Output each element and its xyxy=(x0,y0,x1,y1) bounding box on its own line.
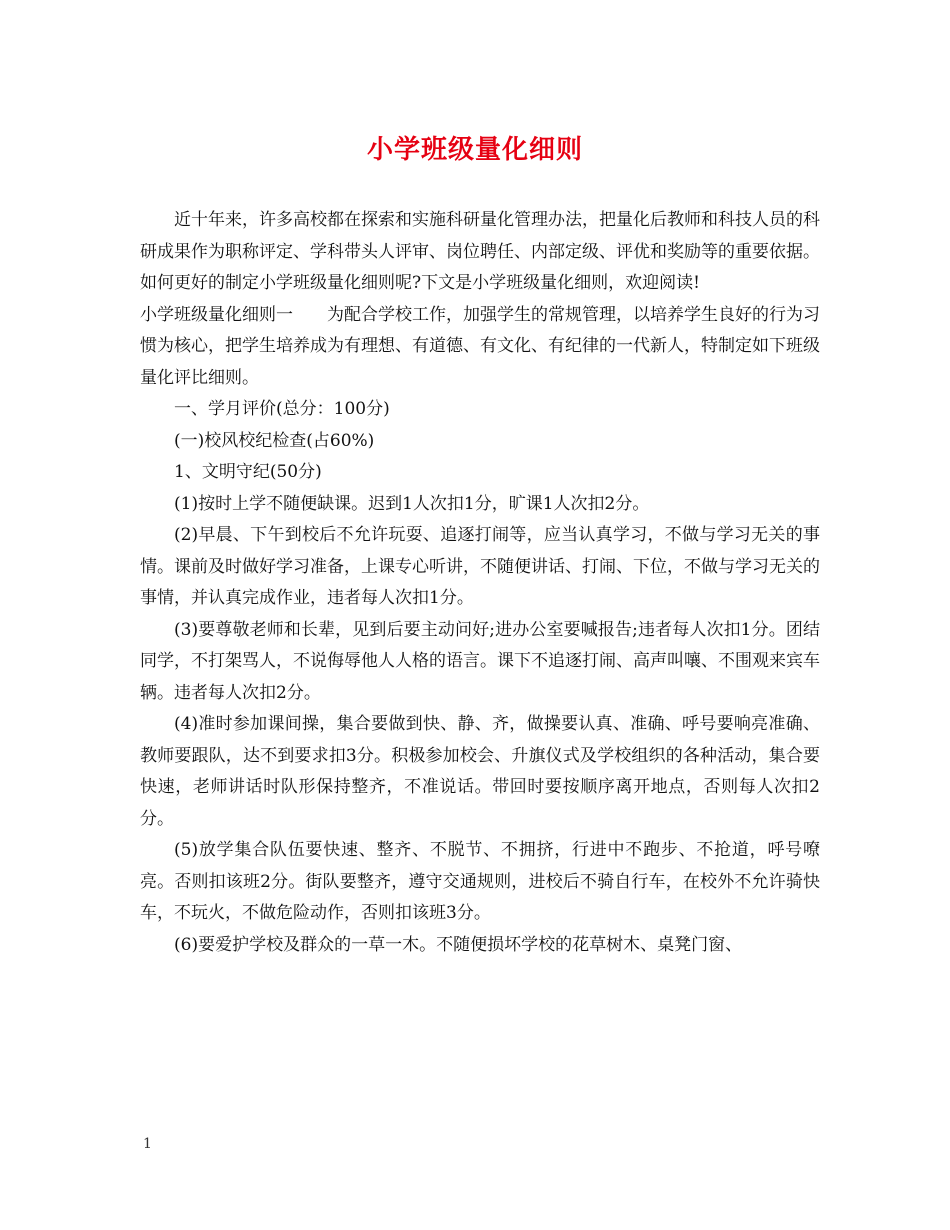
rule-4: (4)准时参加课间操，集合要做到快、静、齐，做操要认真、准确、呼号要响亮准确、教师要跟队，达不到要求扣3分。积极参加校会、升旗仪式及学校组织的各种活动，集合要快速，老师讲话时队形保持整齐，不准说话。带回时要按顺序离开地点，否则每人次扣2分。 xyxy=(140,714,820,829)
heading-civilized-discipline: 1、文明守纪(50分) xyxy=(174,462,322,482)
rule-3: (3)要尊敬老师和长辈，见到后要主动问好;进办公室要喊报告;违者每人次扣1分。团结同学，不打架骂人，不说侮辱他人人格的语言。课下不追逐打闹、高声叫嚷、不围观来宾车辆。违者每人次扣2分。 xyxy=(140,619,820,703)
rule-2: (2)早晨、下午到校后不允许玩耍、追逐打闹等，应当认真学习，不做与学习无关的事情。课前及时做好学习准备，上课专心听讲，不随便讲话、打闹、下位，不做与学习无关的事情，并认真完成作业，违者每人次扣1分。 xyxy=(140,525,820,608)
rule-1: (1)按时上学不随便缺课。迟到1人次扣1分，旷课1人次扣2分。 xyxy=(174,493,650,514)
intro-paragraph: 近十年来，许多高校都在探索和实施科研量化管理办法，把量化后教师和科技人员的科研成果作为职称评定、学科带头人评审、岗位聘任、内部定级、评优和奖励等的重要依据。如何更好的制定小学班级量化细则呢?下文是小学班级量化细则，欢迎阅读! xyxy=(140,210,820,293)
rule-6: (6)要爱护学校及群众的一草一木。不随便损坏学校的花草树木、桌凳门窗、 xyxy=(174,934,743,955)
heading-monthly-evaluation: 一、学月评价(总分：100分) xyxy=(174,399,390,419)
document-title: 小学班级量化细则 xyxy=(366,135,583,165)
document-body xyxy=(140,205,820,961)
page-number: 1 xyxy=(143,1136,152,1152)
section-intro-text: 为配合学校工作，加强学生的常规管理，以培养学生良好的行为习惯为核心，把学生培养成为有理想、有道德、有文化、有纪律的一代新人，特制定如下班级量化评比细则。 xyxy=(140,304,820,388)
section-label: 小学班级量化细则一 xyxy=(140,304,293,325)
rule-5: (5)放学集合队伍要快速、整齐、不脱节、不拥挤，行进中不跑步、不抢道，呼号嘹亮。否则扣该班2分。街队要整齐，遵守交通规则，进校后不骑自行车，在校外不允许骑快车，不玩火，不做危险动作，否则扣该班3分。 xyxy=(140,840,820,923)
heading-school-discipline: (一)校风校纪检查(占60%) xyxy=(174,430,375,451)
section-intro-paragraph xyxy=(140,300,820,395)
